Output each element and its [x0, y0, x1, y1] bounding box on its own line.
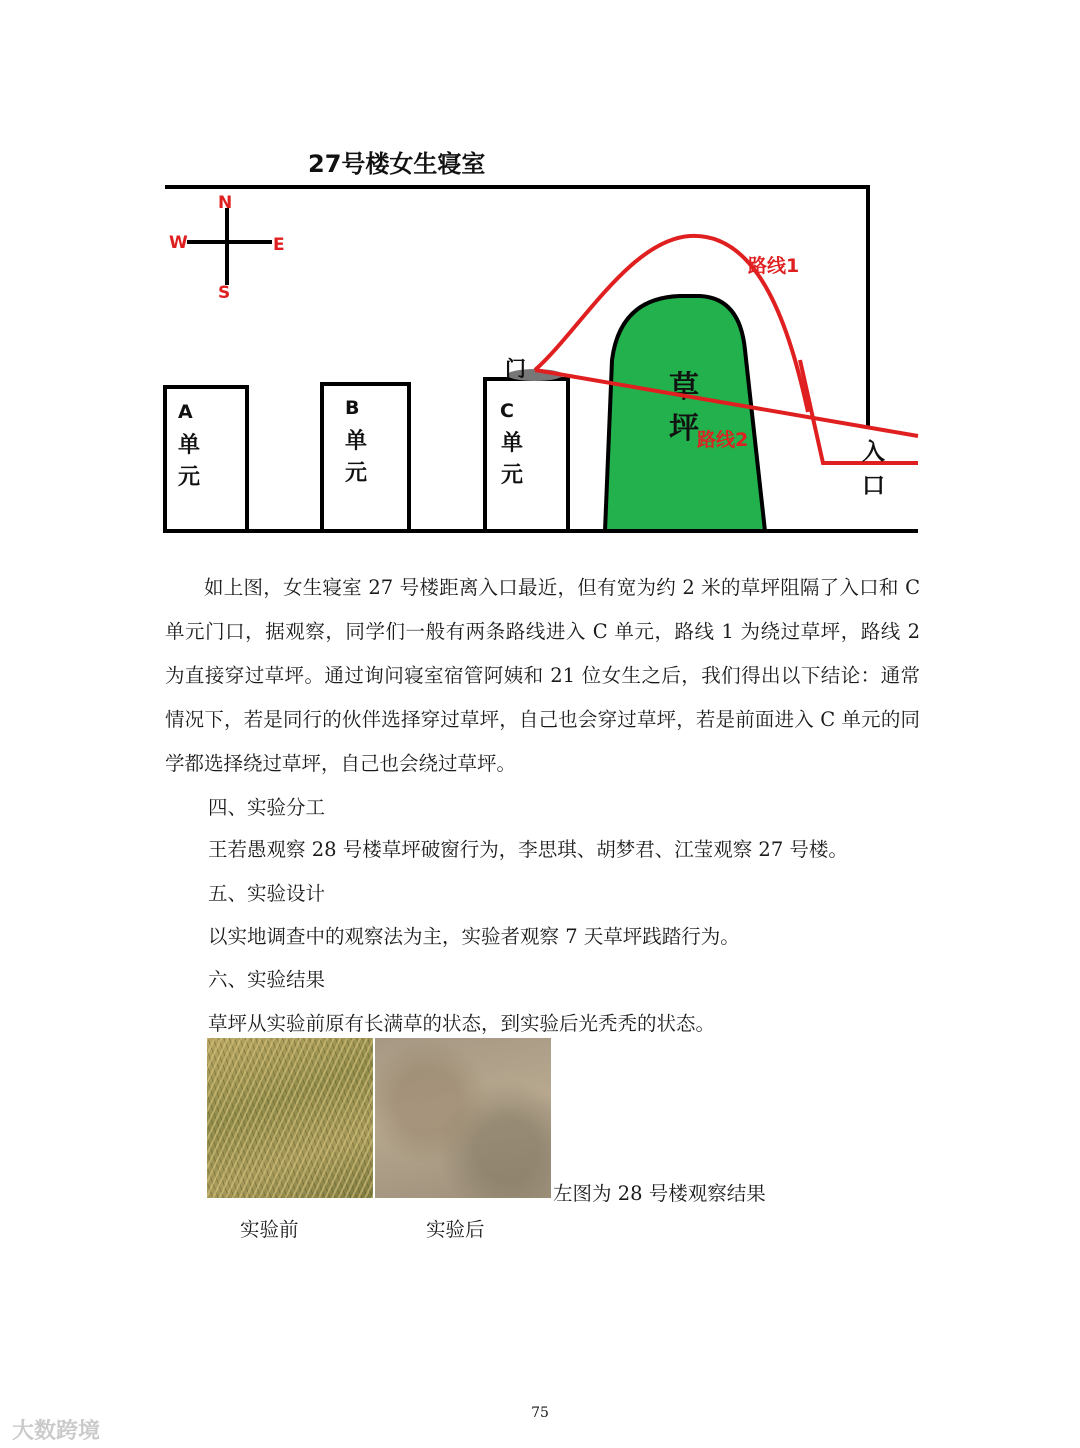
- campus-map-diagram: [0, 0, 1080, 545]
- unit-c-letter: C: [500, 400, 514, 422]
- compass-s: S: [218, 283, 231, 303]
- route-2-label: 路线2: [697, 429, 749, 451]
- door-label: 门: [505, 357, 526, 381]
- unit-a-label2: 元: [178, 465, 201, 490]
- section-5-heading: 五、实验设计: [208, 882, 326, 905]
- compass-w: W: [169, 233, 188, 253]
- lawn-label-2: 坪: [669, 411, 699, 446]
- unit-b-letter: B: [345, 397, 360, 419]
- diagram-title: 27号楼女生寝室: [308, 150, 486, 178]
- lawn-label-1: 草: [669, 370, 699, 405]
- unit-c-building: [485, 379, 568, 531]
- section-4-text: 王若愚观察 28 号楼草坪破窗行为，李思琪、胡梦君、江莹观察 27 号楼。: [208, 838, 848, 861]
- unit-b-label2: 元: [345, 461, 368, 486]
- photo-before: [207, 1038, 373, 1198]
- section-6-heading: 六、实验结果: [208, 968, 326, 991]
- compass-e: E: [273, 235, 285, 255]
- section-4-heading: 四、实验分工: [208, 796, 326, 819]
- photo-after: [375, 1038, 551, 1198]
- section-6-text: 草坪从实验前原有长满草的状态，到实验后光秃秃的状态。: [208, 1012, 716, 1035]
- unit-c-label2: 元: [501, 463, 524, 488]
- watermark: 大数跨境: [12, 1419, 101, 1444]
- caption-before: 实验前: [240, 1218, 299, 1241]
- unit-a-label1: 单: [178, 433, 201, 458]
- caption-after: 实验后: [426, 1218, 485, 1241]
- route-1-label: 路线1: [748, 255, 800, 277]
- entrance-label-1: 入: [862, 439, 885, 465]
- entrance-path: [800, 360, 918, 463]
- section-5-text: 以实地调查中的观察法为主，实验者观察 7 天草坪践踏行为。: [208, 925, 740, 948]
- unit-b-building: [322, 384, 409, 531]
- unit-c-label1: 单: [501, 431, 524, 456]
- body-paragraph: 如上图，女生寝室 27 号楼距离入口最近，但有宽为约 2 米的草坪阻隔了入口和 C 单元门口，据观察，同学们一般有两条路线进入 C 单元，路线 1 为绕过草坪，路线 2 为直接穿过草坪。通过询问寝室宿管阿姨和 21 位女生之后，我们得出以下结论：通常情况下，若是同行的伙伴选择穿过草坪，自己也会穿过草坪，若是前面进入 C 单元的同学都选择绕过草坪，自己也会绕过草坪。: [165, 576, 920, 775]
- compass-icon: [169, 193, 285, 303]
- compass-n: N: [218, 193, 233, 213]
- unit-b-label1: 单: [345, 429, 368, 454]
- entrance-label-2: 口: [862, 473, 885, 499]
- unit-a-letter: A: [178, 401, 193, 423]
- photo-side-caption: 左图为 28 号楼观察结果: [553, 1182, 766, 1205]
- page-number: 75: [531, 1405, 549, 1421]
